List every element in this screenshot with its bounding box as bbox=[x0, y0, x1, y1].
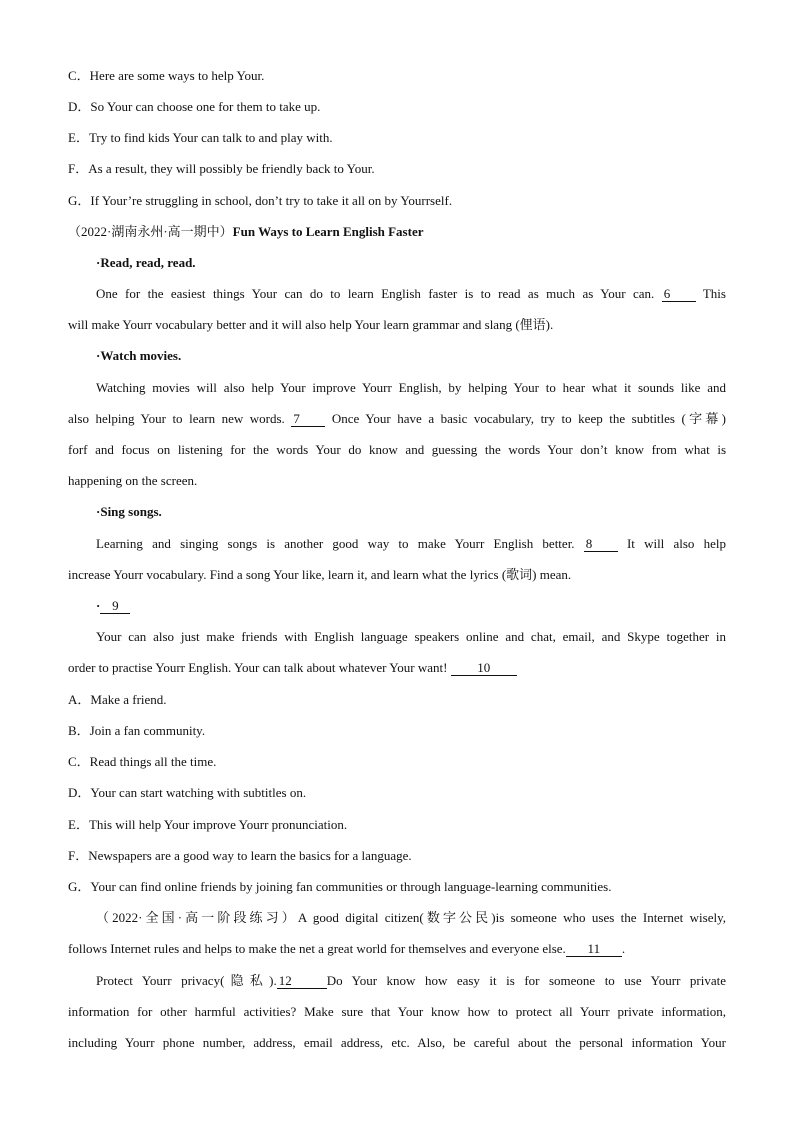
paragraph-line: Protect Yourr privacy(隐私). 12 Do Your know how easy it is for someone to use Yourr private bbox=[96, 973, 726, 988]
blank-9: 9 bbox=[100, 599, 130, 614]
option-g: G．If Your’re struggling in school, don’t try to take it all on by Yourrself. bbox=[68, 193, 453, 208]
paragraph-line: order to practise Yourr English. Your can talk about whatever Your want! 10 bbox=[68, 659, 726, 677]
paragraph-line: forf and focus on listening for the words Your do know and guessing the words Your don’t know from what is bbox=[68, 442, 726, 457]
answer-option: C．Read things all the time. bbox=[68, 754, 217, 769]
paragraph-line: Your can also just make friends with English language speakers online and chat, email, and Skype together in bbox=[96, 629, 726, 644]
section-heading-movies: ·Watch movies. bbox=[96, 348, 182, 363]
section-heading-9: · 9 bbox=[96, 597, 726, 615]
blank-11: 11 bbox=[566, 942, 622, 957]
option-e: E．Try to find kids Your can talk to and play with. bbox=[68, 130, 333, 145]
paragraph-line: （2022·全国·高一阶段练习）A good digital citizen(数字公民)is someone who uses the Internet wisely, bbox=[96, 910, 726, 925]
paragraph-line: will make Yourr vocabulary better and it will also help Your learn grammar and slang (俚语). bbox=[68, 317, 554, 332]
option-c: C．Here are some ways to help Your. bbox=[68, 68, 265, 83]
paragraph-line: Watching movies will also help Your improve Yourr English, by helping Your to hear what it sounds like and bbox=[96, 380, 726, 395]
paragraph-line: happening on the screen. bbox=[68, 473, 198, 488]
blank-6: 6 bbox=[662, 287, 696, 302]
section-heading-songs: ·Sing songs. bbox=[96, 504, 162, 519]
blank-7: 7 bbox=[291, 412, 325, 427]
option-f: F．As a result, they will possibly be friendly back to Your. bbox=[68, 161, 375, 176]
option-d: D．So Your can choose one for them to take up. bbox=[68, 99, 321, 114]
paragraph-line: follows Internet rules and helps to make the net a great world for themselves and everyone else. 11 . bbox=[68, 941, 626, 956]
passage-heading bbox=[68, 223, 726, 241]
answer-option: F．Newspapers are a good way to learn the basics for a language. bbox=[68, 848, 412, 863]
blank-12: 12 bbox=[277, 974, 327, 989]
blank-10: 10 bbox=[451, 661, 517, 676]
answer-option: G．Your can find online friends by joining fan communities or through language-learning communities. bbox=[68, 879, 612, 894]
passage-title: Fun Ways to Learn English Faster bbox=[232, 224, 424, 239]
answer-option: A．Make a friend. bbox=[68, 692, 167, 707]
paragraph-line: increase Yourr vocabulary. Find a song Your like, learn it, and learn what the lyrics (歌词) mean. bbox=[68, 567, 572, 582]
paragraph-line: Learning and singing songs is another good way to make Yourr English better. 8 It will also help bbox=[96, 536, 726, 551]
paragraph-line: including Yourr phone number, address, email address, etc. Also, be careful about the personal information Your bbox=[68, 1035, 726, 1050]
paragraph-line: also helping Your to learn new words. 7 Once Your have a basic vocabulary, try to keep the subtitles (字幕) bbox=[68, 411, 726, 426]
paragraph-line: information for other harmful activities? Make sure that Your know how to protect all Yourr private information, bbox=[68, 1004, 726, 1019]
paragraph-line: One for the easiest things Your can do to learn English faster is to read as much as Your can. 6 This bbox=[96, 286, 726, 301]
blank-8: 8 bbox=[584, 537, 618, 552]
answer-option: D．Your can start watching with subtitles on. bbox=[68, 785, 307, 800]
answer-option: B．Join a fan community. bbox=[68, 723, 206, 738]
passage-source: （2022·湖南永州·高一期中） bbox=[68, 224, 233, 239]
section-heading-read: ·Read, read, read. bbox=[96, 255, 196, 270]
answer-option: E．This will help Your improve Yourr pronunciation. bbox=[68, 817, 348, 832]
